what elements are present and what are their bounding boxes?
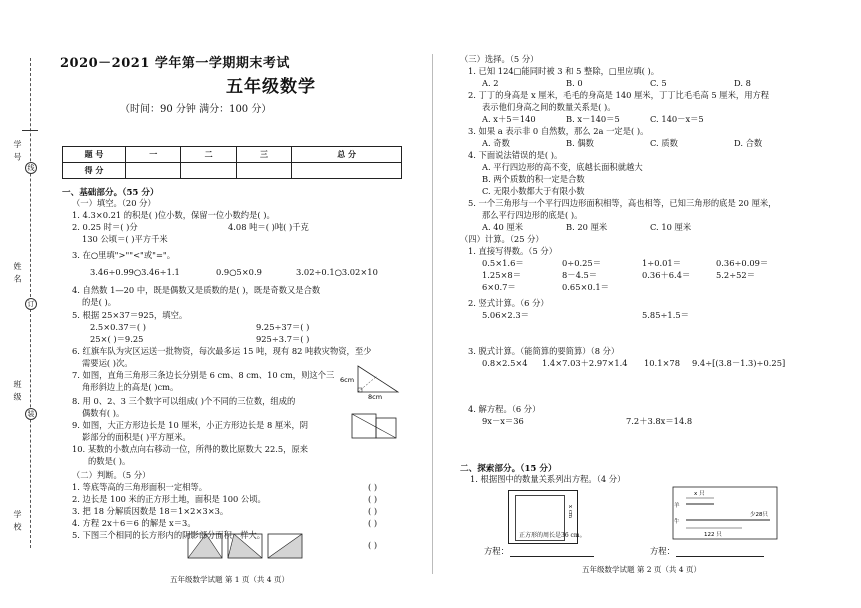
j5-paren[interactable]: ( ) xyxy=(368,540,378,550)
label-school: 学 校 xyxy=(13,510,22,532)
k1a: 0.5×1.6＝ xyxy=(482,258,524,268)
c5b: 那么平行四边形的底是( )。 xyxy=(482,210,583,220)
k1e: 1.25×8＝ xyxy=(482,270,522,280)
k1b: 0÷0.25＝ xyxy=(562,258,602,268)
q5b: 9.25÷37＝( ) xyxy=(256,322,310,332)
mark-ding: 订 xyxy=(25,298,37,310)
student-id-line xyxy=(22,130,38,131)
c1: 1. 已知 124□能同时被 3 和 5 整除，□里应填( )。 xyxy=(468,66,660,76)
q5a: 2.5×0.37＝( ) xyxy=(90,322,147,332)
q1: 1. 4.3×0.21 的积是( )位小数，保留一位小数约是( )。 xyxy=(72,210,275,220)
col-tihao: 题 号 xyxy=(63,147,126,163)
label-6cm: 6cm xyxy=(340,376,355,384)
k1j: 0.65×0.1＝ xyxy=(562,282,609,292)
label-sheep: 羊 xyxy=(674,503,680,509)
subject-title: 五年级数学 xyxy=(226,77,316,97)
two-squares-figure xyxy=(350,410,402,440)
col-total: 总 分 xyxy=(292,147,402,163)
k1i: 6×0.7＝ xyxy=(482,282,516,292)
footer-page-1: 五年级数学试题 第 1 页（共 4 页） xyxy=(170,575,289,584)
col-3: 三 xyxy=(236,147,291,163)
k4a: 9x－x＝36 xyxy=(482,416,524,426)
j1-paren[interactable]: ( ) xyxy=(368,482,378,492)
eq-label-2: 方程： xyxy=(650,546,675,556)
c5o3: C. 10 厘米 xyxy=(650,222,692,232)
exam-title: 2020－2021 学年第一学期期末考试 xyxy=(60,56,290,71)
shade-1 xyxy=(188,534,222,558)
q10b: 的数是( )。 xyxy=(88,456,131,466)
k1: 1. 直接写得数。（5 分） xyxy=(468,246,557,256)
c5o2: B. 20 厘米 xyxy=(566,222,608,232)
eq-label-1: 方程： xyxy=(484,546,509,556)
label-122: 122 只 xyxy=(704,532,722,538)
score-cell-total[interactable] xyxy=(292,163,402,179)
c4c: C. 无限小数都大于有限小数 xyxy=(482,186,585,196)
q6b: 需要运( )次。 xyxy=(82,358,133,368)
section-2-title: 二、探索部分。（15 分） xyxy=(460,464,557,474)
square-side-label: x cm xyxy=(567,505,573,519)
j4-paren[interactable]: ( ) xyxy=(368,518,378,528)
q5: 5. 根据 25×37＝925，填空。 xyxy=(72,310,188,320)
q6a: 6. 红旗车队为灾区运送一批物资，每次最多运 15 吨，现有 82 吨救灾物资，至少 xyxy=(72,346,372,356)
footer-page-2: 五年级数学试题 第 2 页（共 4 页） xyxy=(582,565,701,574)
c2o2: B. x－140＝5 xyxy=(566,114,620,124)
q9a: 9. 如图，大正方形边长是 10 厘米，小正方形边长是 8 厘米，阴 xyxy=(72,420,309,430)
judge-title: （二）判断。（5 分） xyxy=(72,470,151,480)
eq-answer-line-1[interactable] xyxy=(510,556,594,557)
label-name: 姓 名 xyxy=(13,262,22,284)
three-rectangles-figure xyxy=(186,532,304,560)
j2: 2. 边长是 100 米的正方形土地，面积是 100 公顷。 xyxy=(72,494,266,504)
k3d: 9.4÷[(3.8－1.3)÷0.25] xyxy=(692,358,786,368)
k1d: 0.36÷0.09＝ xyxy=(716,258,769,268)
right-triangle-figure xyxy=(338,362,404,400)
c1d: D. 8 xyxy=(734,78,751,88)
j3-paren[interactable]: ( ) xyxy=(368,506,378,516)
k4: 4. 解方程。（6 分） xyxy=(468,404,541,414)
q8a: 8. 用 0、2、3 三个数字可以组成( )个不同的三位数，组成的 xyxy=(72,396,296,406)
k3b: 1.4×7.03＋2.97×1.4 xyxy=(542,358,628,368)
c2o3: C. 140－x＝5 xyxy=(650,114,704,124)
j1: 1. 等底等高的三角形面积一定相等。 xyxy=(72,482,208,492)
q2a: 2. 0.25 时＝( )分 xyxy=(72,222,138,232)
c3b: B. 偶数 xyxy=(566,138,594,148)
j2-paren[interactable]: ( ) xyxy=(368,494,378,504)
q4b: 的是( )。 xyxy=(82,297,117,307)
height-line xyxy=(358,376,377,392)
row-defen: 得 分 xyxy=(63,163,126,179)
k1h: 5.2÷52＝ xyxy=(716,270,756,280)
c1a: A. 2 xyxy=(482,78,499,88)
k3a: 0.8×2.5×4 xyxy=(482,358,528,368)
q3c: 3.02÷0.1○3.02×10 xyxy=(296,267,378,277)
label-x: x 只 xyxy=(694,491,705,497)
c2b: 表示他们身高之间的数量关系是( )。 xyxy=(482,102,616,112)
square-figure xyxy=(508,490,586,544)
k2: 2. 竖式计算。（6 分） xyxy=(468,298,549,308)
col-1: 一 xyxy=(126,147,181,163)
q10a: 10. 某数的小数点向右移动一位，所得的数比原数大 22.5，原来 xyxy=(72,444,309,454)
k2a: 5.06×2.3＝ xyxy=(482,310,529,320)
k1g: 0.36＋6.4＝ xyxy=(642,270,691,280)
q3: 3. 在○里填">""<"或"="。 xyxy=(72,250,176,260)
k3c: 10.1×78 xyxy=(644,358,680,368)
k4b: 7.2＋3.8x＝14.8 xyxy=(626,416,693,426)
label-class: 班 级 xyxy=(13,380,22,402)
k1f: 8－4.5＝ xyxy=(562,270,598,280)
c3: 3. 如果 a 表示非 0 自然数，那么 2a 一定是( )。 xyxy=(468,126,649,136)
q5c: 25×( )＝9.25 xyxy=(90,334,144,344)
c2a: 2. 丁丁的身高是 x 厘米，毛毛的身高是 140 厘米，丁丁比毛毛高 5 厘米，用方程 xyxy=(468,90,770,100)
c5o1: A. 40 厘米 xyxy=(482,222,524,232)
c1c: C. 5 xyxy=(650,78,667,88)
q8b: 偶数有( )。 xyxy=(82,408,125,418)
square-caption: 正方形的周长是36 cm。 xyxy=(519,532,586,539)
j5: 5. 下图三个相同的长方形内的阴影部分面积一样大。 xyxy=(72,530,266,540)
e1: 1. 根据图中的数量关系列出方程。（4 分） xyxy=(470,474,626,484)
c1b: B. 0 xyxy=(566,78,583,88)
column-divider xyxy=(432,54,433,574)
q9b: 影部分的面积是( )平方厘米。 xyxy=(82,432,191,442)
c5a: 5. 一个三角形与一个平行四边形面积相等，高也相等，已知三角形的底是 20 厘米， xyxy=(468,198,777,208)
k2b: 5.85÷1.5＝ xyxy=(642,310,689,320)
triangle-shape xyxy=(358,366,398,392)
j3: 3. 把 18 分解质因数是 18＝1×2×3×3。 xyxy=(72,506,229,516)
q5d: 925÷3.7＝( ) xyxy=(256,334,310,344)
c2o1: A. x＋5＝140 xyxy=(482,114,536,124)
score-table xyxy=(62,146,402,179)
k3: 3. 脱式计算。（能简算的要简算）（8 分） xyxy=(468,346,620,356)
q2b: 4.08 吨＝( )吨( )千克 xyxy=(228,222,309,232)
q3b: 0.9○5×0.9 xyxy=(216,267,262,277)
big-square xyxy=(352,414,376,438)
label-cow: 牛 xyxy=(674,519,680,525)
segment-figure xyxy=(672,486,778,556)
q7a: 7. 如图，直角三角形三条边长分别是 6 cm、8 cm、10 cm，则这个三 xyxy=(72,370,335,380)
q4a: 4. 自然数 1—20 中，既是偶数又是质数的是( )，既是奇数又是合数 xyxy=(72,285,321,295)
q2c: 130 公顷＝( )平方千米 xyxy=(82,234,168,244)
mark-zhuang: 装 xyxy=(25,408,37,420)
score-cell-1[interactable] xyxy=(126,163,181,179)
calc-title: （四）计算。（25 分） xyxy=(460,234,544,244)
small-square xyxy=(376,418,396,438)
c4b: B. 两个质数的积一定是合数 xyxy=(482,174,585,184)
c4: 4. 下面说法错误的是( )。 xyxy=(468,150,563,160)
label-less28: 少28只 xyxy=(750,512,768,518)
c3c: C. 质数 xyxy=(650,138,678,148)
mark-xian: 线 xyxy=(25,162,37,174)
q7b: 角形斜边上的高是( )cm。 xyxy=(82,382,179,392)
section-1-title: 一、基础部分。（55 分） xyxy=(62,188,159,198)
c3a: A. 奇数 xyxy=(482,138,510,148)
j4: 4. 方程 2x＋6＝6 的解是 x＝3。 xyxy=(72,518,196,528)
c4a: A. 平行四边形的高不变，底越长面积就越大 xyxy=(482,162,643,172)
k1c: 1÷0.01＝ xyxy=(642,258,682,268)
exam-info: （时间：90 分钟 满分：100 分） xyxy=(120,104,272,115)
q3a: 3.46÷0.99○3.46÷1.1 xyxy=(90,267,180,277)
score-cell-2[interactable] xyxy=(181,163,236,179)
score-cell-3[interactable] xyxy=(236,163,291,179)
c3d: D. 合数 xyxy=(734,138,763,148)
label-student-id: 学 号 xyxy=(13,140,22,162)
eq-answer-line-2[interactable] xyxy=(676,556,764,557)
choose-title: （三）选择。（5 分） xyxy=(460,54,539,64)
label-8cm: 8cm xyxy=(368,393,383,400)
col-2: 二 xyxy=(181,147,236,163)
fill-title: （一）填空。（20 分） xyxy=(72,198,156,208)
